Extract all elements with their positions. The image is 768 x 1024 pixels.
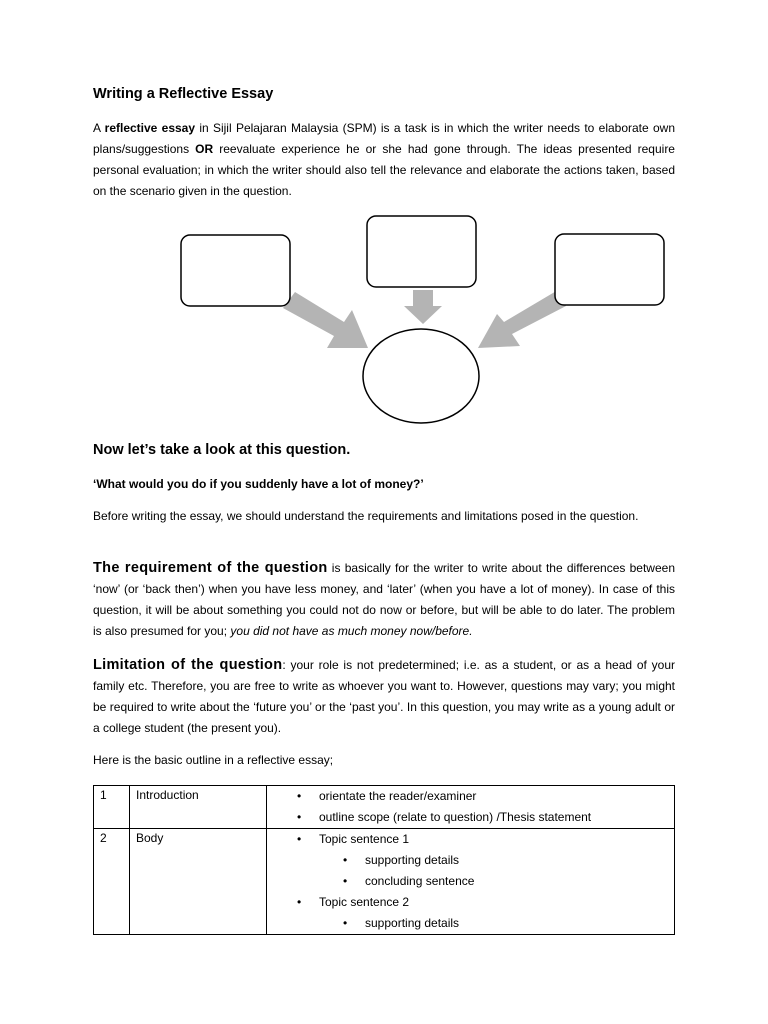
reflection-diagram — [180, 214, 670, 426]
outline-items-cell — [267, 829, 675, 935]
section-name-text: Introduction — [136, 788, 199, 802]
question-text: ‘What would you do if you suddenly have a lot of money?’ — [93, 477, 424, 491]
right-arrow — [478, 290, 566, 348]
outline-row-number — [94, 829, 130, 935]
left-arrow — [283, 292, 368, 348]
limitation-text: : your role is not predetermined; i.e. as a student, or as a head of your family etc. Therefore, you are free to write as whoever you want to. However, questions may vary; you might be required to write about the ‘future you’ or the ‘past you’. In this question, you may write as a young adult or a college student (the present you). — [93, 658, 675, 735]
row-number-text: 2 — [100, 831, 107, 845]
intro-paragraph — [93, 118, 675, 202]
section-heading: Now let’s take a look at this question. — [93, 442, 351, 458]
middle-box — [367, 216, 476, 287]
requirement-italic: you did not have as much money now/before. — [230, 624, 473, 638]
sub-bullet-item: • supporting details — [273, 913, 668, 934]
outline-row — [94, 829, 675, 935]
left-box — [181, 235, 290, 306]
intro-bold-term: reflective essay — [104, 121, 196, 135]
limitation-lead: Limitation of the question — [93, 657, 283, 673]
requirement-paragraph — [93, 558, 675, 642]
right-box — [555, 234, 664, 305]
outline-items-cell — [267, 786, 675, 829]
outline-row — [94, 786, 675, 829]
middle-arrow — [404, 290, 442, 324]
intro-text-2: in Sijil Pelajaran Malaysia (SPM) is a task is in which the writer needs to elaborate own plans/suggestions — [93, 121, 675, 156]
outline-bullet-list — [273, 786, 668, 828]
center-circle — [363, 329, 479, 423]
page-title: Writing a Reflective Essay — [93, 86, 274, 102]
outline-intro: Here is the basic outline in a reflective essay; — [93, 753, 334, 767]
requirement-text: is basically for the writer to write about the differences between ‘now’ (or ‘back then’) when you have less money, and ‘later’ (when you have a lot of money). In case of this question, it will be about something you could not do now or before, but will be able to do later. The problem is also presumed for you; — [93, 561, 675, 638]
section-name-text: Body — [136, 831, 164, 845]
intro-text-3: reevaluate experience he or she had gone through. The ideas presented require personal evaluation; in which the writer should also tell the relevance and elaborate the actions taken, based on the scenario given in the question. — [93, 142, 675, 198]
sub-bullet-item: • supporting details — [273, 850, 668, 871]
outline-section-name — [130, 786, 267, 829]
bullet-item: • outline scope (relate to question) /Thesis statement — [273, 807, 668, 828]
outline-table — [93, 785, 675, 935]
row-number-text: 1 — [100, 788, 107, 802]
requirement-lead: The requirement of the question — [93, 560, 328, 576]
bullet-item: • orientate the reader/examiner — [273, 786, 668, 807]
outline-bullet-list — [273, 829, 668, 934]
intro-bold-or: OR — [195, 142, 214, 156]
limitation-paragraph — [93, 655, 675, 739]
bullet-item: • Topic sentence 2 — [273, 892, 668, 913]
outline-row-number — [94, 786, 130, 829]
before-paragraph: Before writing the essay, we should understand the requirements and limitations posed in the question. — [93, 509, 639, 523]
sub-bullet-item: • concluding sentence — [273, 871, 668, 892]
intro-text-1: A — [93, 121, 105, 135]
bullet-item: • Topic sentence 1 — [273, 829, 668, 850]
outline-section-name — [130, 829, 267, 935]
